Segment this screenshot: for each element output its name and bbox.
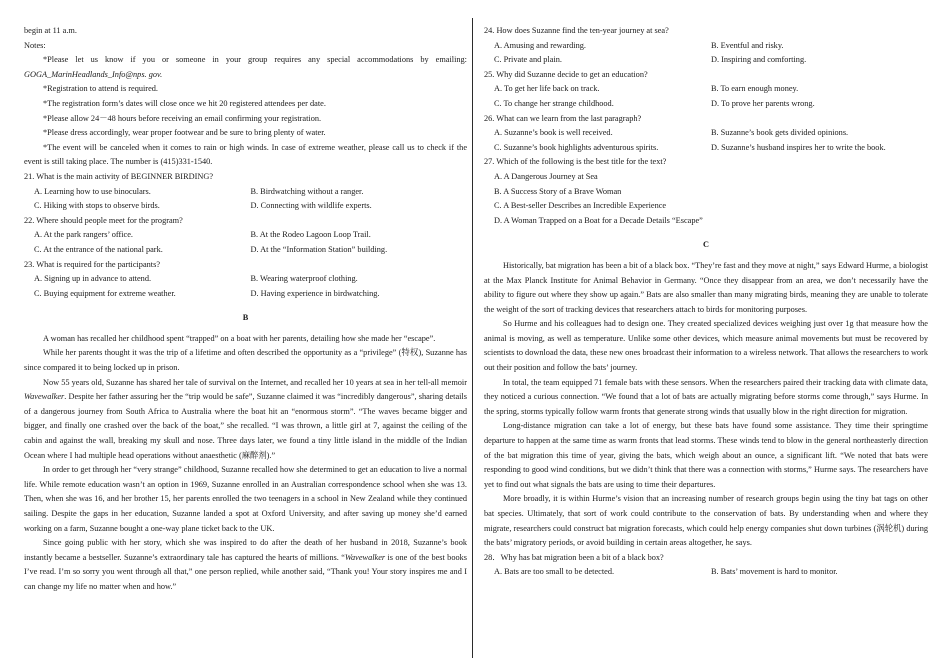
question-22	[24, 214, 467, 258]
question-25	[484, 68, 928, 112]
section-b-heading: B	[242, 313, 249, 323]
option-d: D. Having experience in birdwatching.	[250, 288, 380, 298]
question-stem: 28．Why has bat migration been a bit of a black box?	[484, 552, 664, 562]
option-b: B. Eventful and risky.	[711, 40, 784, 50]
question-23	[24, 258, 467, 302]
intro-line: begin at 11 a.m.	[24, 26, 77, 35]
question-stem: 25. Why did Suzanne decide to get an education?	[484, 69, 648, 79]
option-d: D. At the “Information Station” building.	[250, 244, 388, 254]
option-b: B. Birdwatching without a ranger.	[250, 186, 364, 196]
option-d: D. A Woman Trapped on a Boat for a Decade Details “Escape”	[494, 215, 703, 225]
passage-c-paragraph: So Hurme and his colleagues had to design one. They created specialized devices weighing just over 1g that measure how the animal is moving, as well as temperature. Unlike some other devices, which measure animal movements but must be recovered by scientists to download the data, these new ones broadcast their information to a wireless network. That allows the researchers to work out their position and follow the bats’ journey.	[484, 319, 928, 373]
question-stem: 27. Which of the following is the best title for the text?	[484, 157, 667, 167]
option-a: A. Amusing and rewarding.	[494, 40, 586, 50]
option-b: B. A Success Story of a Brave Woman	[494, 186, 622, 196]
question-options	[484, 39, 928, 68]
passage-b-paragraph: Now 55 years old, Suzanne has shared her tale of survival on the Internet, and recalled her 10 years at sea in her tell-all memoir Wavewalker. Despite her father assuring her the “trip would be safe”, Suzanne claimed it was “incredibly dangerous”, sharing details of a dangerous journey from South Africa to Australia where the boat hit an “enormous storm”. “The waves became bigger and bigger, and finally one crashed over the back of the boat,” she recalled. “I was thrown, a little girl at 7, against the ceiling of the cabin and against the wall, breaking my skull and nose. Three days later, we found a tiny little island in the middle of the Indian Ocean where I had multiple head operations without anaesthetic (麻醉剂).”	[24, 377, 467, 460]
question-options	[24, 228, 467, 257]
left-column	[24, 24, 467, 595]
option-d: D. To prove her parents wrong.	[711, 98, 815, 108]
passage-c-paragraph: In total, the team equipped 71 female bats with these sensors. When the researchers paired their tracking data with climate data, they noticed a curious connection. “We found that a lot of bats are actually migrating before storms come through,” says Hurme. In the spring, storms typically follow warm fronts that generate strong winds that usually blow in the right direction for migration.	[484, 377, 928, 416]
notes-label: Notes:	[24, 40, 46, 50]
question-26	[484, 112, 928, 156]
note-accommodations: *Please let us know if you or someone in your group requires any special accommodations by emailing: GOGA_MarinHeadlands_Info@nps. gov.	[24, 55, 467, 79]
question-28	[484, 551, 928, 580]
option-c: C. At the entrance of the national park.	[34, 244, 163, 254]
option-c: C. Private and plain.	[494, 55, 562, 65]
option-b: B. To earn enough money.	[711, 84, 799, 94]
passage-b-paragraph: A woman has recalled her childhood spent “trapped” on a boat with her parents, detailing how she made her “escape”.	[43, 333, 436, 343]
option-c: C. To change her strange childhood.	[494, 98, 614, 108]
question-stem: 22. Where should people meet for the program?	[24, 215, 183, 225]
question-24	[484, 24, 928, 68]
option-a: A. At the park rangers’ office.	[34, 230, 133, 240]
option-c: C. A Best-seller Describes an Incredible Experience	[494, 201, 667, 211]
option-b: B. Wearing waterproof clothing.	[250, 274, 358, 284]
option-b: B. Suzanne’s book gets divided opinions.	[711, 128, 849, 138]
option-c: C. Buying equipment for extreme weather.	[34, 288, 176, 298]
question-options	[484, 565, 928, 580]
passage-b-paragraph: In order to get through her “very strange” childhood, Suzanne recalled how she determined to get an education to live a normal life. While remote education wasn’t an option in 1969, Suzanne enrolled in an Australian correspondence school when she was 13. Then, when she was 16, and her brother 15, her parents enrolled the two teenagers in a school in New Zealand while they continued sailing. Despite the gaps in her education, Suzanne landed a spot at Oxford University, and after saving up money she’d earned working on a farm, Suzanne bought a one-way plane ticket back to the UK.	[24, 465, 467, 533]
option-a: A. Signing up in advance to attend.	[34, 274, 152, 284]
book-title: Wavewalker	[24, 392, 65, 402]
option-c: C. Hiking with stops to observe birds.	[34, 201, 160, 211]
column-divider	[472, 18, 473, 658]
passage-b-paragraph: While her parents thought it was the trip of a lifetime and often described the opportunity as a “privilege” (特权), Suzanne has since compared it to being locked up in prison.	[24, 348, 467, 373]
option-b: B. Bats’ movement is hard to monitor.	[711, 567, 838, 577]
contact-email: GOGA_MarinHeadlands_Info@nps. gov.	[24, 69, 163, 79]
note-form-dates: *The registration form’s dates will close once we hit 20 registered attendees per date.	[43, 98, 326, 108]
question-options	[484, 170, 928, 228]
option-a: A. Learning how to use binoculars.	[34, 186, 151, 196]
question-21	[24, 170, 467, 214]
note-cancel: *The event will be canceled when it comes to rain or high winds. In case of extreme weather, please call us to check if the event is still taking place. The number is (415)331-1540.	[24, 142, 467, 167]
note-confirmation: *Please allow 24－48 hours before receiving an email confirming your registration.	[43, 113, 322, 123]
option-c: C. Suzanne’s book highlights adventurous spirits.	[494, 142, 659, 152]
question-stem: 23. What is required for the participants?	[24, 259, 161, 269]
option-a: A. Suzanne’s book is well received.	[494, 128, 613, 138]
option-d: D. Suzanne’s husband inspires her to write the book.	[711, 142, 886, 152]
question-27	[484, 155, 928, 228]
passage-c-paragraph: More broadly, it is within Hurme’s vision that an increasing number of research groups begin using the tiny bat tags on other bat species. Ultimately, that sort of work could contribute to the conservation of bats. By understanding when and where they migrate, researchers could construct bat migration forecasts, which could help energy companies shut down turbines (涡轮机) during the bats’ migratory periods, or avoid building in certain areas altogether, he says.	[484, 494, 928, 548]
passage-c-paragraph: Historically, bat migration has been a bit of a black box. “They’re fast and they move at night,” says Edward Hurme, a biologist at the Max Planck Institute for Animal Behavior in Germany. “Once they disappear from an area, we don’t necessarily have the ability to figure out where they show up again.” Bats are also smaller than many migrating birds, meaning they are unable to tolerate the weight of the sort of tracking devices that researchers attach to birds for monitoring purposes.	[484, 260, 928, 314]
note-dress: *Please dress accordingly, wear proper footwear and be sure to bring plenty of water.	[43, 128, 326, 138]
option-a: A. Bats are too small to be detected.	[494, 567, 615, 577]
question-stem: 24. How does Suzanne find the ten-year journey at sea?	[484, 26, 669, 35]
passage-c-paragraph: Long-distance migration can take a lot of energy, but these bats have found some assistance. They time their springtime departure to happen at the same time as warm fronts that lead storms. These winds tend to blow in the general northeasterly direction of the bat migration this time of year, giving the bats, which weigh about an ounce, a significant lift. “We noted that bats were responding to good wind conditions, but we didn’t think that there was a connection with storms,” Hurme says. The researchers have yet to find out what signals the bats are using to time their departures.	[484, 421, 928, 489]
note-registration: *Registration to attend is required.	[43, 84, 158, 94]
option-d: D. Inspiring and comforting.	[711, 55, 807, 65]
option-b: B. At the Rodeo Lagoon Loop Trail.	[250, 230, 371, 240]
right-column	[484, 24, 928, 580]
book-title: Wavewalker	[344, 552, 386, 562]
question-options	[24, 272, 467, 301]
question-stem: 21. What is the main activity of BEGINNER BIRDING?	[24, 171, 214, 181]
option-a: A. A Dangerous Journey at Sea	[494, 171, 598, 181]
question-stem: 26. What can we learn from the last paragraph?	[484, 113, 642, 123]
section-c-heading: C	[703, 240, 709, 250]
option-a: A. To get her life back on track.	[494, 84, 600, 94]
option-d: D. Connecting with wildlife experts.	[250, 201, 372, 211]
question-options	[484, 126, 928, 155]
question-options	[484, 82, 928, 111]
question-options	[24, 185, 467, 214]
passage-b-paragraph: Since going public with her story, which she was inspired to do after the death of her husband in 2018, Suzanne’s book instantly became a bestseller. Suzanne’s extraordinary tale has captured the hearts of millions. “Wavewalker is one of the best books I’ve read. I’m so sorry you went through all that,” one person replied, while another said, “Thank you! Your story inspires me and I can change my life no matter when and how.”	[24, 538, 467, 591]
